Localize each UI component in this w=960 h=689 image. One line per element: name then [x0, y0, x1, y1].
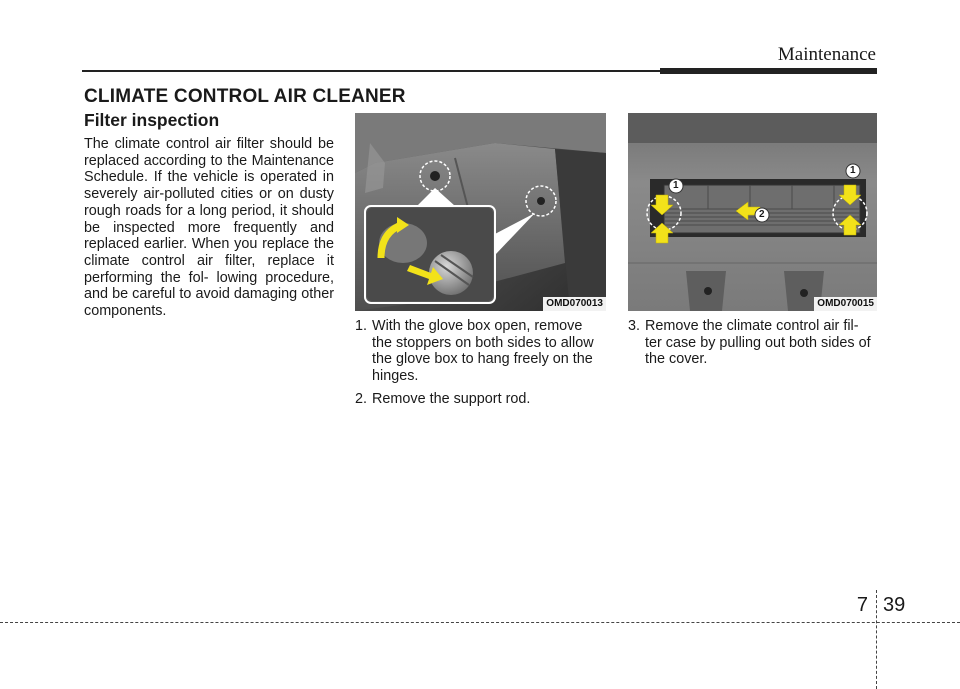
- step-number: 1.: [355, 318, 368, 334]
- callout-1-right: 1: [850, 165, 856, 176]
- section-heading: CLIMATE CONTROL AIR CLEANER: [84, 86, 406, 107]
- list-item: [355, 318, 606, 385]
- glove-box-figure: [355, 113, 606, 311]
- footer-rule: [0, 622, 960, 623]
- page-number: 39: [883, 594, 906, 616]
- step-text: With the glove box open, remove the stoppers on both sides to allow the glove box to hang freely on the hinges.: [372, 318, 594, 385]
- filter-cover-illustration: [628, 113, 877, 311]
- footer-divider: [876, 590, 877, 689]
- body-paragraph: The climate control air filter should be replaced according to the Maintenance Schedule. If the vehicle is operated in severely air-polluted cities or on dusty rough roads for a long period, it should be inspected more frequently and replaced earlier. When you replace the climate control air filter, replace it performing the fol- lowing procedure, and be careful to avoid damaging other components.: [84, 136, 334, 320]
- list-item: [628, 318, 877, 368]
- glove-box-illustration: [355, 113, 606, 311]
- filter-cover-figure: [628, 113, 877, 311]
- step-text: Remove the support rod.: [372, 390, 531, 407]
- callout-1-left: 1: [673, 180, 679, 191]
- step-number: 2.: [355, 390, 368, 407]
- header-rule: [82, 70, 660, 72]
- chapter-number: 7: [856, 594, 868, 616]
- step-number: 3.: [628, 318, 641, 334]
- figure-code: OMD070015: [814, 297, 877, 311]
- step-text: Remove the climate control air fil- ter case by pulling out both sides of the cover.: [645, 318, 871, 368]
- step-list: [355, 318, 606, 414]
- step-list: [628, 318, 877, 374]
- figure-code: OMD070013: [543, 297, 606, 311]
- header-rule-thick: [660, 68, 877, 74]
- chapter-title: Maintenance: [777, 44, 876, 65]
- list-item: [355, 391, 606, 408]
- callout-2: 2: [759, 209, 765, 220]
- sub-heading: Filter inspection: [84, 110, 220, 130]
